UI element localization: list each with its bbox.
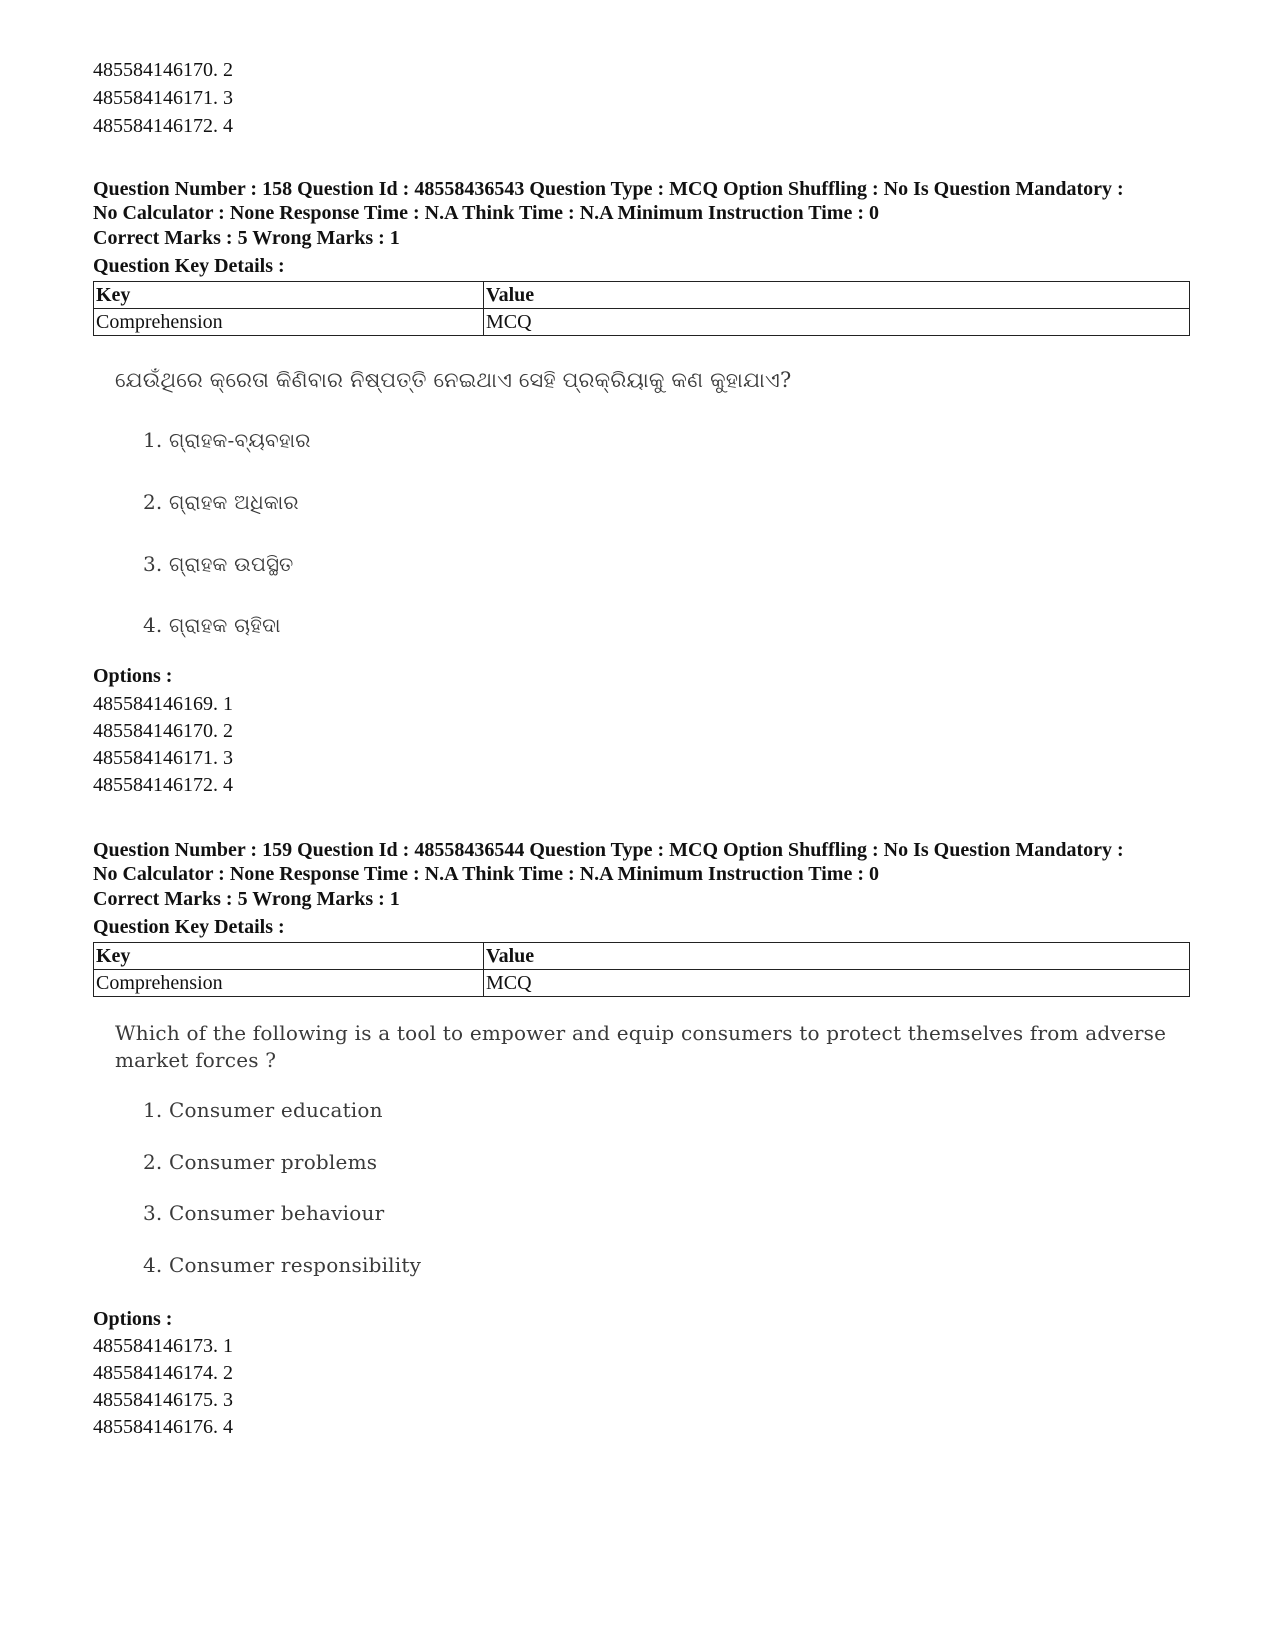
question-meta-line1: Question Number : 158 Question Id : 48558436543 Question Type : MCQ Option Shuffling : No Is Question Mandatory : bbox=[93, 178, 1124, 200]
option-line: 485584146170. 2 bbox=[93, 720, 233, 742]
option-line: 485584146172. 4 bbox=[93, 115, 233, 137]
option-line: 485584146171. 3 bbox=[93, 87, 233, 109]
answer-choice: 2. Consumer problems bbox=[143, 1150, 378, 1174]
options-label: Options : bbox=[93, 665, 173, 687]
table-row bbox=[94, 309, 1190, 336]
marks-line: Correct Marks : 5 Wrong Marks : 1 bbox=[93, 227, 400, 249]
answer-choice: 3. ଗ୍ରାହକ ଉପସ୍ଥିତ bbox=[143, 552, 294, 576]
table-header-key: Key bbox=[94, 282, 484, 309]
table-header-value: Value bbox=[484, 943, 1190, 970]
option-line: 485584146175. 3 bbox=[93, 1389, 233, 1411]
question-meta-line2: No Calculator : None Response Time : N.A Think Time : N.A Minimum Instruction Time : 0 bbox=[93, 863, 879, 885]
key-details-table bbox=[93, 942, 1190, 997]
option-line: 485584146173. 1 bbox=[93, 1335, 233, 1357]
question-meta-line2: No Calculator : None Response Time : N.A Think Time : N.A Minimum Instruction Time : 0 bbox=[93, 202, 879, 224]
answer-choice: 1. ଗ୍ରାହକ-ବ୍ୟବହାର bbox=[143, 428, 311, 452]
answer-choice: 4. ଗ୍ରାହକ ଚାହିଦା bbox=[143, 613, 281, 637]
answer-choice: 4. Consumer responsibility bbox=[143, 1253, 422, 1277]
table-header-key: Key bbox=[94, 943, 484, 970]
question-meta bbox=[93, 838, 1203, 886]
options-label: Options : bbox=[93, 1308, 173, 1330]
option-line: 485584146174. 2 bbox=[93, 1362, 233, 1384]
option-line: 485584146170. 2 bbox=[93, 59, 233, 81]
option-line: 485584146171. 3 bbox=[93, 747, 233, 769]
option-line: 485584146169. 1 bbox=[93, 693, 233, 715]
question-text: ଯେଉଁଥିରେ କ୍ରେତା କିଣିବାର ନିଷ୍ପତ୍ତି ନେଇଥାଏ ସେହି ପ୍ରକ୍ରିୟାକୁ କଣ କୁହାଯାଏ? bbox=[115, 368, 792, 392]
table-cell-key: Comprehension bbox=[94, 309, 484, 336]
answer-choice: 3. Consumer behaviour bbox=[143, 1201, 385, 1225]
option-line: 485584146176. 4 bbox=[93, 1416, 233, 1438]
key-details-table bbox=[93, 281, 1190, 336]
table-cell-key: Comprehension bbox=[94, 970, 484, 997]
question-meta-line1: Question Number : 159 Question Id : 48558436544 Question Type : MCQ Option Shuffling : No Is Question Mandatory : bbox=[93, 839, 1124, 861]
table-cell-value: MCQ bbox=[484, 970, 1190, 997]
answer-choice: 1. Consumer education bbox=[143, 1098, 383, 1122]
key-details-label: Question Key Details : bbox=[93, 916, 285, 938]
table-header-row bbox=[94, 282, 1190, 309]
table-row bbox=[94, 970, 1190, 997]
option-line: 485584146172. 4 bbox=[93, 774, 233, 796]
table-cell-value: MCQ bbox=[484, 309, 1190, 336]
key-details-label: Question Key Details : bbox=[93, 255, 285, 277]
question-text: Which of the following is a tool to empower and equip consumers to protect themselves from adverse market forces ? bbox=[115, 1021, 1167, 1072]
question-meta bbox=[93, 177, 1203, 225]
answer-choice: 2. ଗ୍ରାହକ ଅଧିକାର bbox=[143, 490, 299, 514]
table-header-value: Value bbox=[484, 282, 1190, 309]
table-header-row bbox=[94, 943, 1190, 970]
marks-line: Correct Marks : 5 Wrong Marks : 1 bbox=[93, 888, 400, 910]
